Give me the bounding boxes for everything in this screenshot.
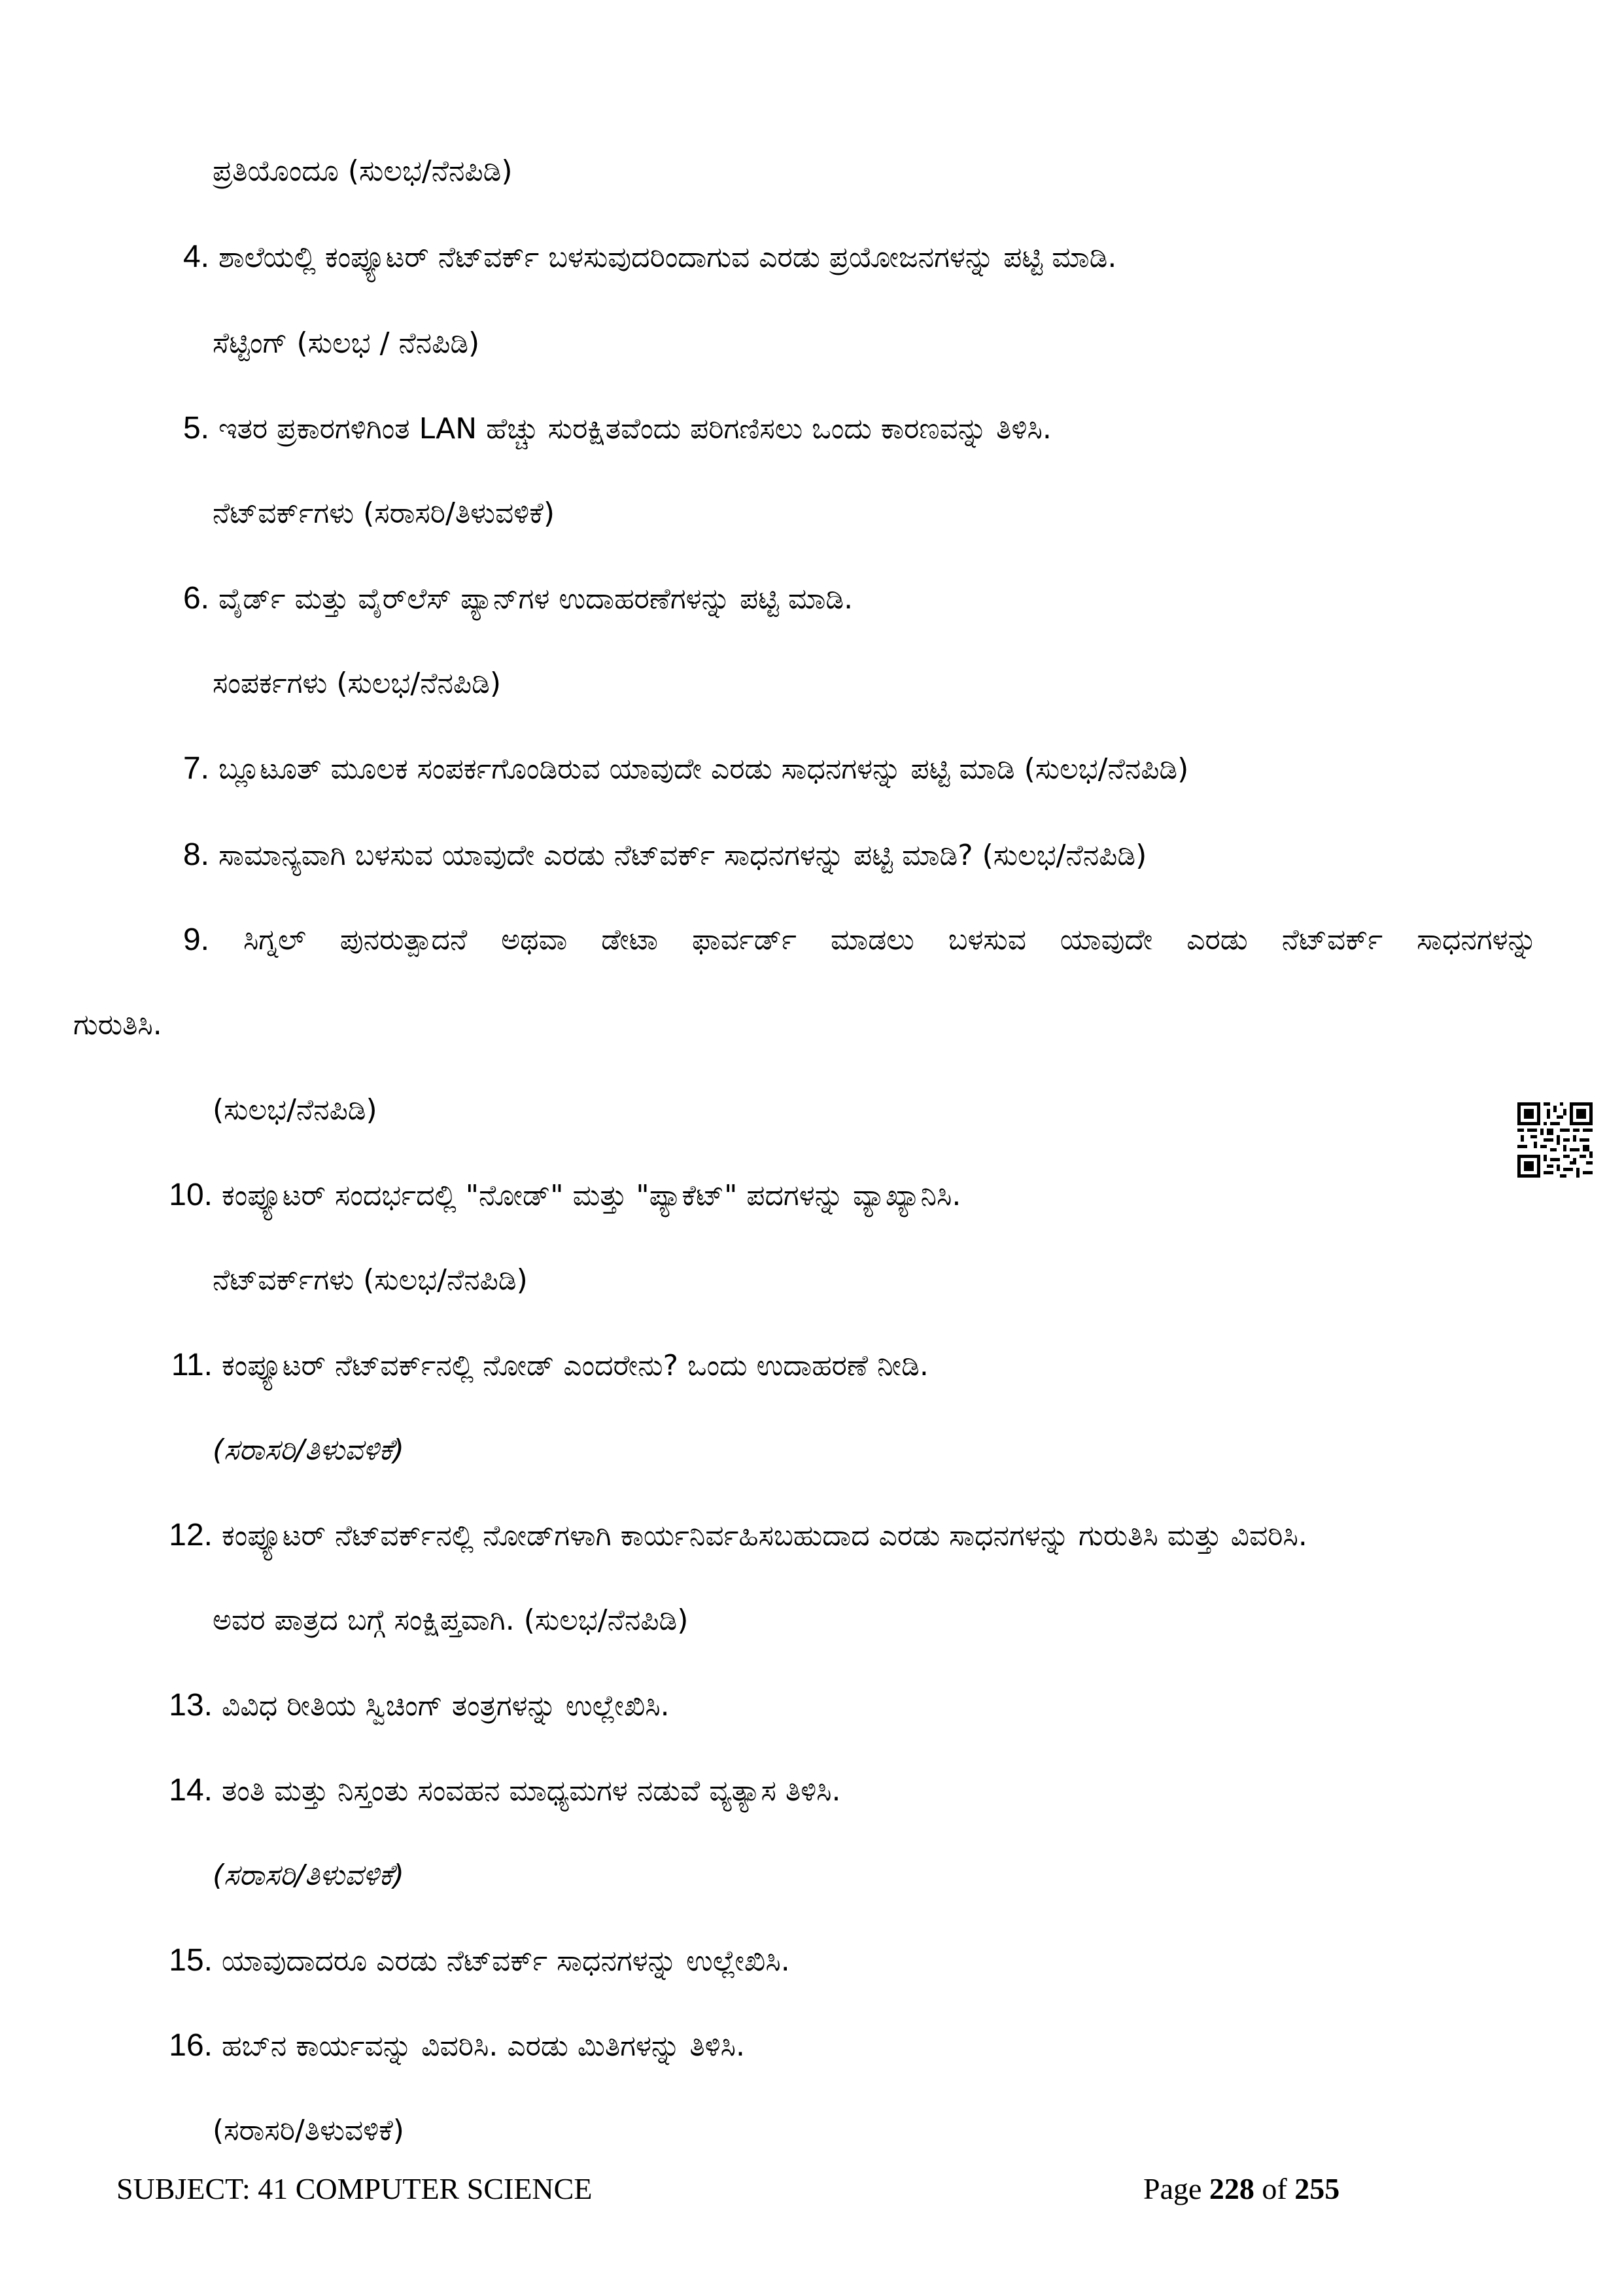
question-text: ವೈರ್ಡ್ ಮತ್ತು ವೈರ್‌ಲೆಸ್ ಪ್ಯಾನ್‌ಗಳ ಉದಾಹರಣೆಗಳನ್ನು ಪಟ್ಟಿ ಮಾಡಿ. (218, 582, 854, 616)
qr-code-icon (1517, 1102, 1593, 1178)
question-number: 14. (169, 1773, 213, 1808)
question-number: 13. (169, 1688, 213, 1723)
question-14 (164, 1771, 841, 1811)
page-total: 255 (1294, 2172, 1340, 2205)
question-number: 10. (169, 1178, 213, 1212)
word: ಎರಡು (1186, 923, 1248, 956)
word: ಸಿಗ್ನಲ್ (243, 923, 306, 956)
question-text: ಶಾಲೆಯಲ್ಲಿ ಕಂಪ್ಯೂಟರ್ ನೆಟ್‌ವರ್ಕ್ ಬಳಸುವುದರಿಂದಾಗುವ ಎರಡು ಪ್ರಯೋಜನಗಳನ್ನು ಪಟ್ಟಿ ಮಾಡಿ. (218, 241, 1117, 274)
question-12 (164, 1516, 1307, 1556)
question-13 (164, 1686, 670, 1726)
footer-page-number (1143, 2171, 1339, 2207)
question-text: ಯಾವುದಾದರೂ ಎರಡು ನೆಟ್‌ವರ್ಕ್ ಸಾಧನಗಳನ್ನು ಉಲ್ಲೇಖಿಸಿ. (222, 1944, 790, 1978)
question-text: ಕಂಪ್ಯೂಟರ್ ಸಂದರ್ಭದಲ್ಲಿ "ನೋಡ್" ಮತ್ತು "ಪ್ಯಾಕೆಟ್" ಪದಗಳನ್ನು ವ್ಯಾಖ್ಯಾನಿಸಿ. (222, 1179, 961, 1212)
question-note: ನೆಟ್‌ವರ್ಕ್‌ಗಳು (ಸುಲಭ/ನೆನಪಿಡಿ) (213, 1263, 528, 1297)
question-10 (164, 1176, 961, 1216)
question-text: ಕಂಪ್ಯೂಟರ್ ನೆಟ್‌ವರ್ಕ್‌ನಲ್ಲಿ ನೋಡ್‌ಗಳಾಗಿ ಕಾರ್ಯನಿರ್ವಹಿಸಬಹುದಾದ ಎರಡು ಸಾಧನಗಳನ್ನು ಗುರುತಿಸಿ ಮತ್ತು ವಿವರಿಸಿ. (222, 1519, 1307, 1552)
question-15 (164, 1941, 790, 1981)
question-note: ಸೆಟ್ಟಿಂಗ್ (ಸುಲಭ / ನೆನಪಿಡಿ) (213, 326, 480, 360)
question-8 (170, 835, 1147, 875)
page-label: Page (1143, 2172, 1209, 2205)
question-6 (170, 579, 853, 619)
question-number: 5. (182, 411, 209, 446)
word: ಸಾಧನಗಳನ್ನು (1417, 923, 1537, 956)
word: ಡೇಟಾ (601, 923, 659, 956)
question-text: ಬ್ಲೂಟೂತ್ ಮೂಲಕ ಸಂಪರ್ಕಗೊಂಡಿರುವ ಯಾವುದೇ ಎರಡು ಸಾಧನಗಳನ್ನು ಪಟ್ಟಿ ಮಾಡಿ (ಸುಲಭ/ನೆನಪಿಡಿ) (218, 752, 1189, 786)
question-number: 4. (182, 239, 209, 274)
question-note: ನೆಟ್‌ವರ್ಕ್‌ಗಳು (ಸರಾಸರಿ/ತಿಳುವಳಿಕೆ) (213, 497, 555, 530)
word: ಮಾಡಲು (830, 923, 914, 956)
question-number: 7. (182, 751, 209, 786)
word: ಪುನರುತ್ಪಾದನೆ (339, 923, 468, 956)
question-text: ತಂತಿ ಮತ್ತು ನಿಸ್ತಂತು ಸಂವಹನ ಮಾಧ್ಯಮಗಳ ನಡುವೆ ವ್ಯತ್ಯಾಸ ತಿಳಿಸಿ. (222, 1774, 841, 1808)
question-9-continued: ಗುರುತಿಸಿ. (73, 1008, 162, 1042)
question-number: 12. (169, 1518, 213, 1552)
question-text: ಕಂಪ್ಯೂಟರ್ ನೆಟ್‌ವರ್ಕ್‌ನಲ್ಲಿ ನೋಡ್ ಎಂದರೇನು? ಒಂದು ಉದಾಹರಣೆ ನೀಡಿ. (222, 1349, 929, 1382)
question-text: ವಿವಿಧ ರೀತಿಯ ಸ್ವಿಚಿಂಗ್ ತಂತ್ರಗಳನ್ನು ಉಲ್ಲೇಖಿಸಿ. (222, 1689, 670, 1723)
question-5 (170, 409, 1052, 449)
question-4 (170, 237, 1116, 277)
question-note: (ಸರಾಸರಿ/ತಿಳುವಳಿಕೆ) (213, 1859, 404, 1892)
continued-text: ಪ್ರತಿಯೊಂದೂ (ಸುಲಭ/ನೆನಪಿಡಿ) (213, 154, 513, 188)
question-note: ಸಂಪರ್ಕಗಳು (ಸುಲಭ/ನೆನಪಿಡಿ) (213, 667, 502, 700)
page-of-label: of (1254, 2172, 1295, 2205)
question-12-continued: ಅವರ ಪಾತ್ರದ ಬಗ್ಗೆ ಸಂಕ್ಷಿಪ್ತವಾಗಿ. (ಸುಲಭ/ನೆನಪಿಡಿ) (213, 1603, 689, 1637)
question-7 (170, 749, 1188, 789)
word: ಯಾವುದೇ (1060, 923, 1153, 956)
word: ಫಾರ್ವರ್ಡ್ (692, 923, 797, 956)
question-text: ಇತರ ಪ್ರಕಾರಗಳಿಗಿಂತ LAN ಹೆಚ್ಚು ಸುರಕ್ಷಿತವೆಂದು ಪರಿಗಣಿಸಲು ಒಂದು ಕಾರಣವನ್ನು ತಿಳಿಸಿ. (218, 412, 1052, 446)
question-number: 11. (171, 1348, 213, 1382)
question-9 (170, 920, 1537, 960)
question-note: (ಸರಾಸರಿ/ತಿಳುವಳಿಕೆ) (213, 1433, 404, 1467)
question-number: 16. (169, 2028, 213, 2063)
question-text: ಸಾಮಾನ್ಯವಾಗಿ ಬಳಸುವ ಯಾವುದೇ ಎರಡು ನೆಟ್‌ವರ್ಕ್ ಸಾಧನಗಳನ್ನು ಪಟ್ಟಿ ಮಾಡಿ? (ಸುಲಭ/ನೆನಪಿಡಿ) (218, 839, 1147, 872)
question-note: (ಸುಲಭ/ನೆನಪಿಡಿ) (213, 1093, 377, 1127)
word: ಬಳಸುವ (948, 923, 1026, 956)
question-9-justified-line (170, 920, 1537, 960)
question-number: 9. (182, 922, 209, 957)
question-note: (ಸರಾಸರಿ/ತಿಳುವಳಿಕೆ) (213, 2114, 404, 2147)
page-current: 228 (1209, 2172, 1254, 2205)
question-number: 6. (182, 581, 209, 616)
question-11 (164, 1346, 929, 1386)
question-number: 15. (169, 1943, 213, 1978)
word: ನೆಟ್‌ವರ್ಕ್ (1281, 923, 1383, 956)
footer-subject: SUBJECT: 41 COMPUTER SCIENCE (116, 2172, 593, 2205)
word: ಅಥವಾ (501, 923, 568, 956)
question-16 (164, 2026, 745, 2066)
question-text: ಹಬ್‌ನ ಕಾರ್ಯವನ್ನು ವಿವರಿಸಿ. ಎರಡು ಮಿತಿಗಳನ್ನು ತಿಳಿಸಿ. (222, 2029, 745, 2063)
question-number: 8. (182, 837, 209, 872)
